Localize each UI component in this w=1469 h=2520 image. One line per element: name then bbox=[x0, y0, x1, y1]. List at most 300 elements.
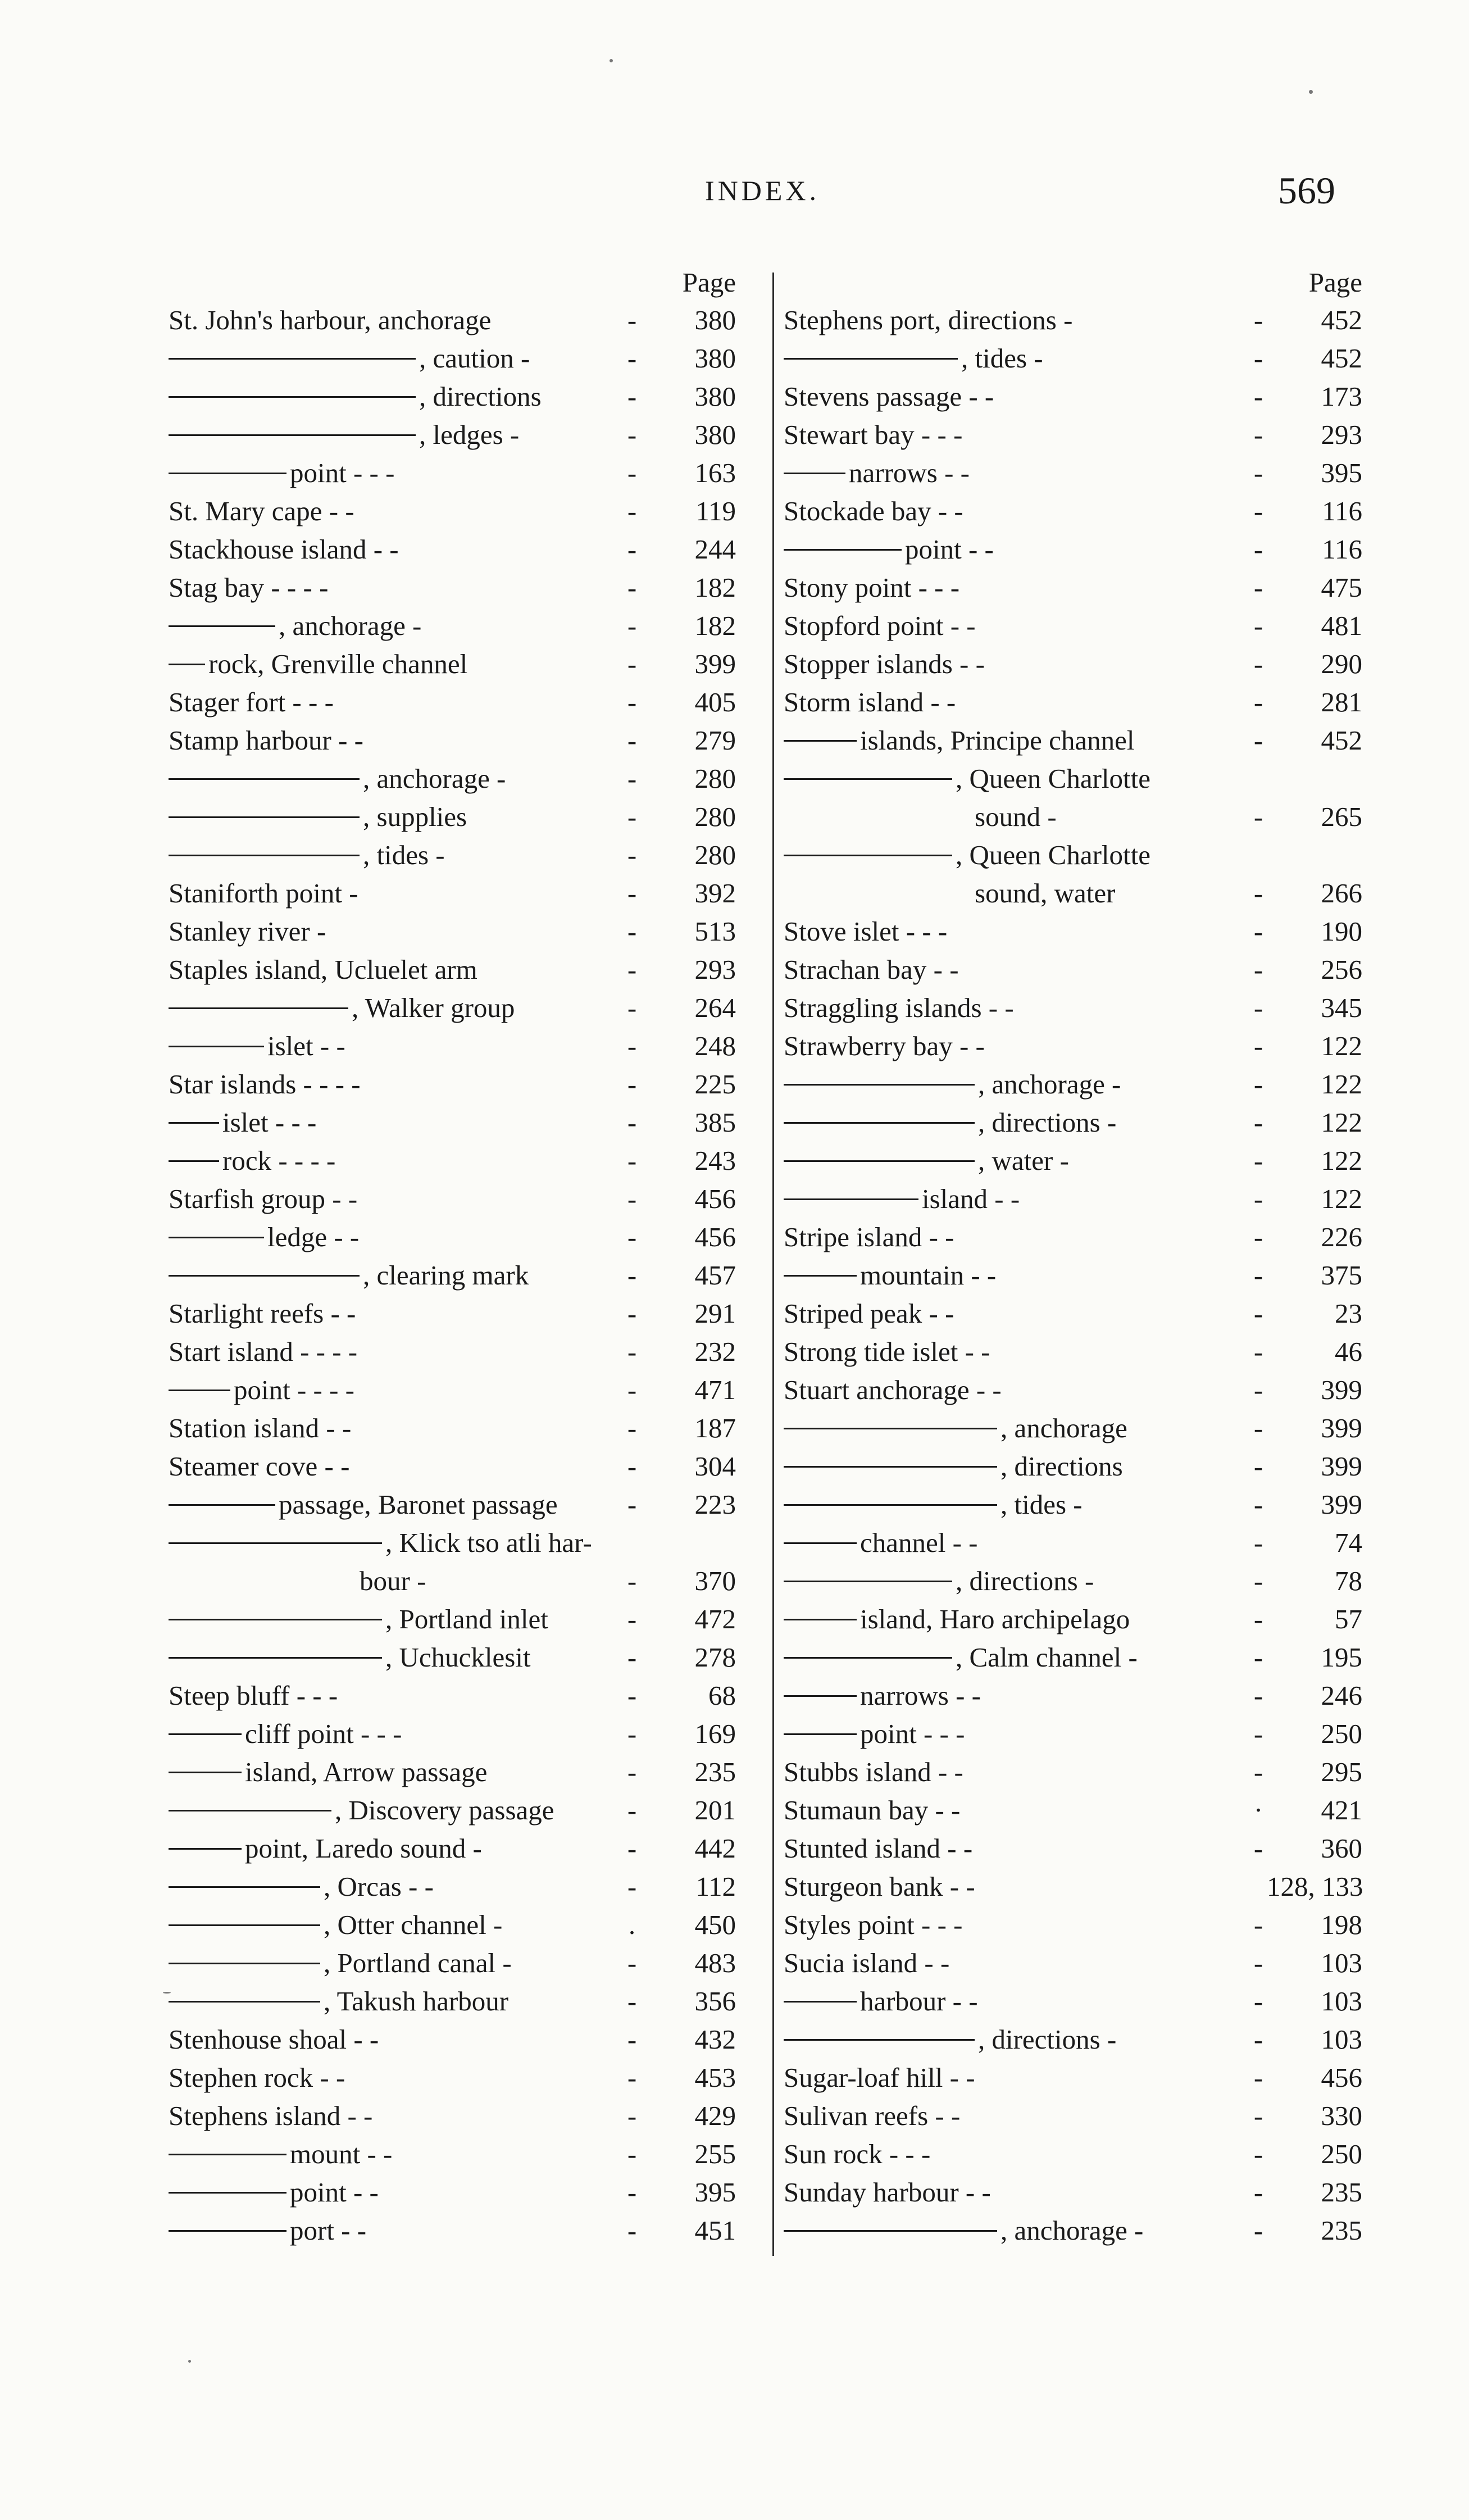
entry-text: islet - - - bbox=[222, 1107, 317, 1138]
index-entry bbox=[169, 1027, 747, 1065]
entry-label bbox=[784, 2097, 1250, 2135]
ditto-rule bbox=[784, 2230, 997, 2232]
page-ref: 103 bbox=[1321, 1986, 1362, 2017]
index-entry bbox=[784, 2059, 1368, 2097]
page-ref: 456 bbox=[694, 1183, 736, 1214]
index-entry bbox=[784, 378, 1368, 416]
entry-text: , Discovery passage bbox=[335, 1795, 554, 1826]
index-entry bbox=[169, 1829, 747, 1868]
entry-text: passage, Baronet passage bbox=[279, 1489, 558, 1520]
entry-text: Stripe island - - bbox=[784, 1222, 954, 1252]
page-ref: 380 bbox=[694, 305, 736, 335]
page-ref: 190 bbox=[1321, 916, 1362, 947]
entry-text: , Queen Charlotte bbox=[956, 839, 1150, 870]
page-ref: 345 bbox=[1321, 992, 1362, 1023]
leader-mark: - bbox=[1253, 878, 1263, 909]
entry-text: Strachan bay - - bbox=[784, 954, 959, 985]
leader-mark: - bbox=[1253, 1336, 1263, 1367]
ditto-rule bbox=[784, 1466, 997, 1468]
leader-mark: - bbox=[627, 1489, 637, 1520]
ditto-rule bbox=[169, 1848, 242, 1850]
page-ref: 103 bbox=[1321, 1947, 1362, 1978]
entry-label bbox=[784, 989, 1250, 1027]
entry-label bbox=[169, 454, 624, 492]
entry-text: , Takush harbour bbox=[324, 1986, 509, 2017]
page-ref: 432 bbox=[694, 2024, 736, 2055]
entry-text: Stephen rock - - bbox=[169, 2062, 345, 2093]
page-ref: 452 bbox=[1321, 725, 1362, 756]
leader-mark: - bbox=[1253, 1909, 1263, 1940]
running-head: INDEX. bbox=[705, 175, 820, 206]
entry-text: , ledges - bbox=[419, 419, 520, 450]
page-ref: 280 bbox=[694, 839, 736, 870]
ditto-rule bbox=[169, 434, 416, 436]
page-ref: 453 bbox=[694, 2062, 736, 2093]
index-entry bbox=[784, 1524, 1368, 1562]
leader-mark: - bbox=[1253, 2177, 1263, 2208]
index-entry bbox=[169, 1104, 747, 1142]
page-ref: 232 bbox=[694, 1336, 736, 1367]
leader-mark: - bbox=[627, 1336, 637, 1367]
index-entry bbox=[169, 645, 747, 683]
index-entry bbox=[169, 454, 747, 492]
page-ref: 163 bbox=[694, 457, 736, 488]
page-ref: 225 bbox=[694, 1069, 736, 1100]
leader-mark: - bbox=[627, 419, 637, 450]
entry-text: , anchorage - bbox=[978, 1069, 1121, 1100]
entry-text: , Calm channel - bbox=[956, 1642, 1138, 1673]
entry-text: Starfish group - - bbox=[169, 1183, 358, 1214]
index-entry bbox=[169, 2135, 747, 2173]
leader-mark: - bbox=[1253, 725, 1263, 756]
entry-text: point - - - bbox=[290, 457, 395, 488]
entry-text: sound - bbox=[975, 801, 1057, 832]
index-entry bbox=[169, 1142, 747, 1180]
entry-label bbox=[784, 1065, 1250, 1104]
ditto-rule bbox=[169, 1657, 382, 1659]
page-ref: 356 bbox=[694, 1986, 736, 2017]
index-entry bbox=[169, 301, 747, 339]
entry-label bbox=[784, 2212, 1250, 2250]
leader-mark: - bbox=[1253, 343, 1263, 374]
leader-mark: - bbox=[627, 381, 637, 412]
page-ref: 195 bbox=[1321, 1642, 1362, 1673]
entry-text: Stag bay - - - - bbox=[169, 572, 329, 603]
entry-text: Sugar-loaf hill - - bbox=[784, 2062, 975, 2093]
page-ref: 452 bbox=[1321, 305, 1362, 335]
index-entry bbox=[169, 1409, 747, 1447]
entry-text: , directions bbox=[419, 381, 542, 412]
leader-mark: - bbox=[627, 763, 637, 794]
entry-text: point - - bbox=[290, 2177, 379, 2208]
index-entry bbox=[784, 1409, 1368, 1447]
ditto-rule bbox=[169, 1275, 360, 1277]
index-entry bbox=[784, 1638, 1368, 1677]
entry-text: Stanley river - bbox=[169, 916, 326, 947]
entry-label bbox=[784, 760, 1250, 798]
leader-mark: - bbox=[1253, 1642, 1263, 1673]
entry-text: cliff point - - - bbox=[245, 1718, 402, 1749]
entry-label bbox=[169, 1256, 624, 1295]
entry-label bbox=[784, 1104, 1250, 1142]
entry-text: , tides - bbox=[1000, 1489, 1083, 1520]
index-entry bbox=[169, 1715, 747, 1753]
page-ref: 68 bbox=[708, 1680, 736, 1711]
index-entries-right bbox=[784, 301, 1368, 2250]
ditto-rule bbox=[169, 1733, 242, 1735]
leader-mark: - bbox=[627, 1680, 637, 1711]
entry-text: Sun rock - - - bbox=[784, 2138, 931, 2169]
page-number: 569 bbox=[1278, 169, 1335, 212]
entry-label bbox=[784, 798, 1250, 836]
entry-label bbox=[169, 1486, 624, 1524]
entry-label bbox=[784, 416, 1250, 454]
entry-label bbox=[784, 2059, 1250, 2097]
page-ref: 256 bbox=[1321, 954, 1362, 985]
page-ref: 266 bbox=[1321, 878, 1362, 909]
ditto-rule bbox=[784, 1275, 857, 1277]
entry-label bbox=[169, 416, 624, 454]
index-entry bbox=[784, 683, 1368, 721]
index-entry bbox=[169, 683, 747, 721]
entry-label bbox=[169, 530, 624, 569]
leader-mark: - bbox=[1253, 419, 1263, 450]
paper-speck bbox=[188, 2360, 191, 2363]
entry-label bbox=[169, 378, 624, 416]
index-entry bbox=[169, 339, 747, 378]
entry-label bbox=[169, 645, 624, 683]
page-ref: 295 bbox=[1321, 1756, 1362, 1787]
entry-label bbox=[784, 1333, 1250, 1371]
page-ref: 198 bbox=[1321, 1909, 1362, 1940]
entry-text: Strong tide islet - - bbox=[784, 1336, 990, 1367]
page-ref: 472 bbox=[694, 1604, 736, 1634]
index-entry bbox=[784, 1065, 1368, 1104]
entry-label bbox=[784, 339, 1250, 378]
leader-mark: - bbox=[1253, 2062, 1263, 2093]
page-ref: 370 bbox=[694, 1565, 736, 1596]
page-ref: 399 bbox=[1321, 1413, 1362, 1443]
index-entry bbox=[169, 1256, 747, 1295]
entry-text: channel - - bbox=[860, 1527, 978, 1558]
index-entry bbox=[169, 1868, 747, 1906]
leader-mark: - bbox=[1253, 954, 1263, 985]
leader-mark: - bbox=[627, 1795, 637, 1826]
leader-mark: - bbox=[1253, 1604, 1263, 1634]
index-entry bbox=[169, 1333, 747, 1371]
entry-text: Stopford point - - bbox=[784, 610, 976, 641]
entry-label bbox=[169, 1791, 624, 1829]
entry-label bbox=[169, 1677, 624, 1715]
entry-label bbox=[784, 1027, 1250, 1065]
entry-text: mountain - - bbox=[860, 1260, 997, 1291]
leader-mark: - bbox=[627, 1260, 637, 1291]
leader-mark: - bbox=[1253, 2215, 1263, 2246]
index-entry bbox=[169, 1065, 747, 1104]
index-entry bbox=[169, 1180, 747, 1218]
entry-text: Strawberry bay - - bbox=[784, 1030, 985, 1061]
entry-text: Storm island - - bbox=[784, 687, 956, 718]
leader-mark: - bbox=[627, 1833, 637, 1864]
page-ref: 399 bbox=[1321, 1374, 1362, 1405]
leader-mark: - bbox=[627, 1107, 637, 1138]
index-entry bbox=[784, 1791, 1368, 1829]
entry-text: Styles point - - - bbox=[784, 1909, 963, 1940]
ditto-rule bbox=[784, 1504, 997, 1506]
entry-label bbox=[169, 760, 624, 798]
entry-text: Stevens passage - - bbox=[784, 381, 994, 412]
leader-mark: - bbox=[1253, 1183, 1263, 1214]
entry-label bbox=[784, 2020, 1250, 2059]
leader-mark: - bbox=[1253, 1756, 1263, 1787]
leader-mark: - bbox=[627, 610, 637, 641]
ditto-rule bbox=[169, 1046, 264, 1047]
entry-text: , water - bbox=[978, 1145, 1069, 1176]
leader-mark: - bbox=[1253, 1069, 1263, 1100]
leader-mark: - bbox=[1253, 801, 1263, 832]
leader-mark: - bbox=[1253, 2100, 1263, 2131]
entry-text: Stephens port, directions - bbox=[784, 305, 1073, 335]
index-entry bbox=[169, 951, 747, 989]
leader-mark: - bbox=[627, 1183, 637, 1214]
leader-mark: - bbox=[1253, 2024, 1263, 2055]
leader-mark: - bbox=[627, 1604, 637, 1634]
ditto-rule bbox=[784, 2039, 975, 2041]
entry-text: port - - bbox=[290, 2215, 367, 2246]
ditto-rule bbox=[784, 358, 958, 360]
page-ref: 380 bbox=[694, 381, 736, 412]
index-entry bbox=[784, 454, 1368, 492]
entry-label bbox=[784, 1868, 1250, 1906]
index-entry bbox=[169, 1486, 747, 1524]
index-entry bbox=[784, 1753, 1368, 1791]
page-ref: 452 bbox=[1321, 343, 1362, 374]
index-entry bbox=[169, 1753, 747, 1791]
index-entry bbox=[169, 2173, 747, 2212]
entry-text: , clearing mark bbox=[363, 1260, 529, 1291]
entry-text: Stewart bay - - - bbox=[784, 419, 963, 450]
ditto-rule bbox=[169, 1886, 320, 1888]
entry-text: Stuart anchorage - - bbox=[784, 1374, 1002, 1405]
page-ref: 103 bbox=[1321, 2024, 1362, 2055]
entry-text: Steamer cove - - bbox=[169, 1451, 350, 1482]
index-entry bbox=[784, 1295, 1368, 1333]
page-ref: 122 bbox=[1321, 1030, 1362, 1061]
leader-mark: - bbox=[627, 916, 637, 947]
index-entry bbox=[169, 1638, 747, 1677]
ditto-rule bbox=[784, 549, 902, 551]
ditto-rule bbox=[784, 855, 952, 856]
ditto-rule bbox=[784, 2001, 857, 2003]
entry-text: , supplies bbox=[363, 801, 467, 832]
entry-text: , anchorage - bbox=[1000, 2215, 1144, 2246]
entry-text: narrows - - bbox=[849, 457, 970, 488]
entry-label bbox=[784, 1218, 1250, 1256]
leader-mark: - bbox=[627, 1451, 637, 1482]
page-ref: 483 bbox=[694, 1947, 736, 1978]
ditto-rule bbox=[784, 1084, 975, 1086]
ditto-rule bbox=[169, 1504, 275, 1506]
entry-text: rock - - - - bbox=[222, 1145, 336, 1176]
leader-mark: - bbox=[1253, 1374, 1263, 1405]
entry-label bbox=[169, 2173, 624, 2212]
index-entry bbox=[784, 874, 1368, 912]
entry-label bbox=[169, 1065, 624, 1104]
entry-label bbox=[169, 2059, 624, 2097]
page-ref: 293 bbox=[1321, 419, 1362, 450]
entry-text: , Klick tso atli har- bbox=[385, 1527, 592, 1558]
leader-mark: - bbox=[1253, 1680, 1263, 1711]
leader-mark: - bbox=[1253, 534, 1263, 565]
leader-mark: - bbox=[627, 534, 637, 565]
index-entry bbox=[784, 1906, 1368, 1944]
page-ref: 421 bbox=[1321, 1795, 1362, 1826]
entry-label bbox=[784, 1295, 1250, 1333]
ditto-rule bbox=[169, 1963, 320, 1964]
entry-label bbox=[784, 1486, 1250, 1524]
page-ref: 330 bbox=[1321, 2100, 1362, 2131]
index-entry bbox=[169, 1600, 747, 1638]
entry-label bbox=[169, 1409, 624, 1447]
page-ref: 223 bbox=[694, 1489, 736, 1520]
ditto-rule bbox=[784, 1695, 857, 1697]
entry-text: , Queen Charlotte bbox=[956, 763, 1150, 794]
entry-text: Start island - - - - bbox=[169, 1336, 358, 1367]
entry-label bbox=[784, 1447, 1250, 1486]
leader-mark: - bbox=[1253, 1030, 1263, 1061]
index-entry bbox=[169, 1944, 747, 1982]
index-entry bbox=[784, 301, 1368, 339]
index-entry bbox=[169, 2020, 747, 2059]
index-entry bbox=[784, 760, 1368, 798]
index-entry bbox=[169, 1982, 747, 2020]
entry-text: , directions - bbox=[978, 1107, 1117, 1138]
leader-mark: - bbox=[627, 457, 637, 488]
page-ref: 392 bbox=[694, 878, 736, 909]
index-entry bbox=[784, 569, 1368, 607]
entry-text: ledge - - bbox=[267, 1222, 360, 1252]
entry-text: islands, Principe channel bbox=[860, 725, 1135, 756]
ditto-rule bbox=[169, 778, 360, 780]
index-entry bbox=[784, 2020, 1368, 2059]
index-entry bbox=[784, 1180, 1368, 1218]
entry-label bbox=[784, 1753, 1250, 1791]
ditto-rule bbox=[169, 358, 416, 360]
entry-label bbox=[784, 1562, 1250, 1600]
entry-text: Stumaun bay - - bbox=[784, 1795, 961, 1826]
index-entry bbox=[784, 607, 1368, 645]
index-entry bbox=[169, 798, 747, 836]
entry-text: Straggling islands - - bbox=[784, 992, 1014, 1023]
entry-label bbox=[784, 912, 1250, 951]
index-entry bbox=[784, 1027, 1368, 1065]
entry-text: , anchorage - bbox=[279, 610, 422, 641]
ditto-rule bbox=[169, 1160, 219, 1162]
page-ref: 456 bbox=[694, 1222, 736, 1252]
index-entry bbox=[784, 1447, 1368, 1486]
ditto-rule bbox=[169, 2154, 286, 2155]
leader-mark: · bbox=[1253, 1795, 1263, 1826]
ditto-rule bbox=[784, 1428, 997, 1429]
entry-text: Sunday harbour - - bbox=[784, 2177, 991, 2208]
ditto-rule bbox=[169, 1772, 242, 1773]
index-entry bbox=[784, 1982, 1368, 2020]
index-entry bbox=[169, 836, 747, 874]
leader-mark: - bbox=[627, 801, 637, 832]
entry-label bbox=[169, 798, 624, 836]
entry-label bbox=[169, 1715, 624, 1753]
entry-text: rock, Grenville channel bbox=[208, 648, 468, 679]
entry-label bbox=[169, 301, 624, 339]
entry-label bbox=[784, 645, 1250, 683]
page-ref: 57 bbox=[1335, 1604, 1362, 1634]
leader-mark: - bbox=[627, 2024, 637, 2055]
index-entry bbox=[784, 416, 1368, 454]
page-column-label: Page bbox=[1308, 267, 1362, 298]
entry-label bbox=[784, 1829, 1250, 1868]
entry-label bbox=[784, 1256, 1250, 1295]
index-entry bbox=[784, 1142, 1368, 1180]
column-divider bbox=[772, 273, 774, 2256]
entry-label bbox=[784, 607, 1250, 645]
entry-text: mount - - bbox=[290, 2138, 393, 2169]
index-entry bbox=[169, 874, 747, 912]
entry-label bbox=[169, 1944, 624, 1982]
page-ref: 471 bbox=[694, 1374, 736, 1405]
page-ref: 244 bbox=[694, 534, 736, 565]
index-entry bbox=[784, 1486, 1368, 1524]
ditto-rule bbox=[784, 473, 845, 474]
page-ref: 265 bbox=[1321, 801, 1362, 832]
index-entry bbox=[784, 530, 1368, 569]
entry-label bbox=[784, 1982, 1250, 2020]
entry-label bbox=[169, 912, 624, 951]
ditto-rule bbox=[169, 816, 360, 818]
ditto-rule bbox=[169, 396, 416, 398]
entry-label bbox=[169, 1753, 624, 1791]
index-entry bbox=[784, 798, 1368, 836]
index-entry bbox=[784, 1715, 1368, 1753]
leader-mark: - bbox=[1253, 1833, 1263, 1864]
leader-mark: - bbox=[627, 992, 637, 1023]
page-ref: 122 bbox=[1321, 1069, 1362, 1100]
page-ref: 442 bbox=[694, 1833, 736, 1864]
entry-text: , directions - bbox=[978, 2024, 1117, 2055]
leader-mark: - bbox=[1253, 496, 1263, 526]
ditto-rule bbox=[784, 1619, 857, 1620]
index-entry bbox=[784, 2097, 1368, 2135]
page-ref: 235 bbox=[1321, 2215, 1362, 2246]
entry-label bbox=[784, 836, 1250, 874]
entry-label bbox=[169, 1829, 624, 1868]
index-entry bbox=[169, 1218, 747, 1256]
ditto-rule bbox=[169, 1122, 219, 1124]
entry-label bbox=[169, 569, 624, 607]
page-ref: 169 bbox=[694, 1718, 736, 1749]
entry-text: point - - bbox=[905, 534, 994, 565]
ditto-rule bbox=[169, 1810, 331, 1811]
leader-mark: - bbox=[627, 1986, 637, 2017]
entry-label bbox=[169, 1104, 624, 1142]
index-entry bbox=[784, 912, 1368, 951]
entry-label bbox=[169, 1562, 624, 1600]
index-entry bbox=[169, 416, 747, 454]
page-ref: 226 bbox=[1321, 1222, 1362, 1252]
page-ref: 264 bbox=[694, 992, 736, 1023]
leader-mark: - bbox=[1253, 1718, 1263, 1749]
page-ref: 429 bbox=[694, 2100, 736, 2131]
entry-label bbox=[784, 1677, 1250, 1715]
